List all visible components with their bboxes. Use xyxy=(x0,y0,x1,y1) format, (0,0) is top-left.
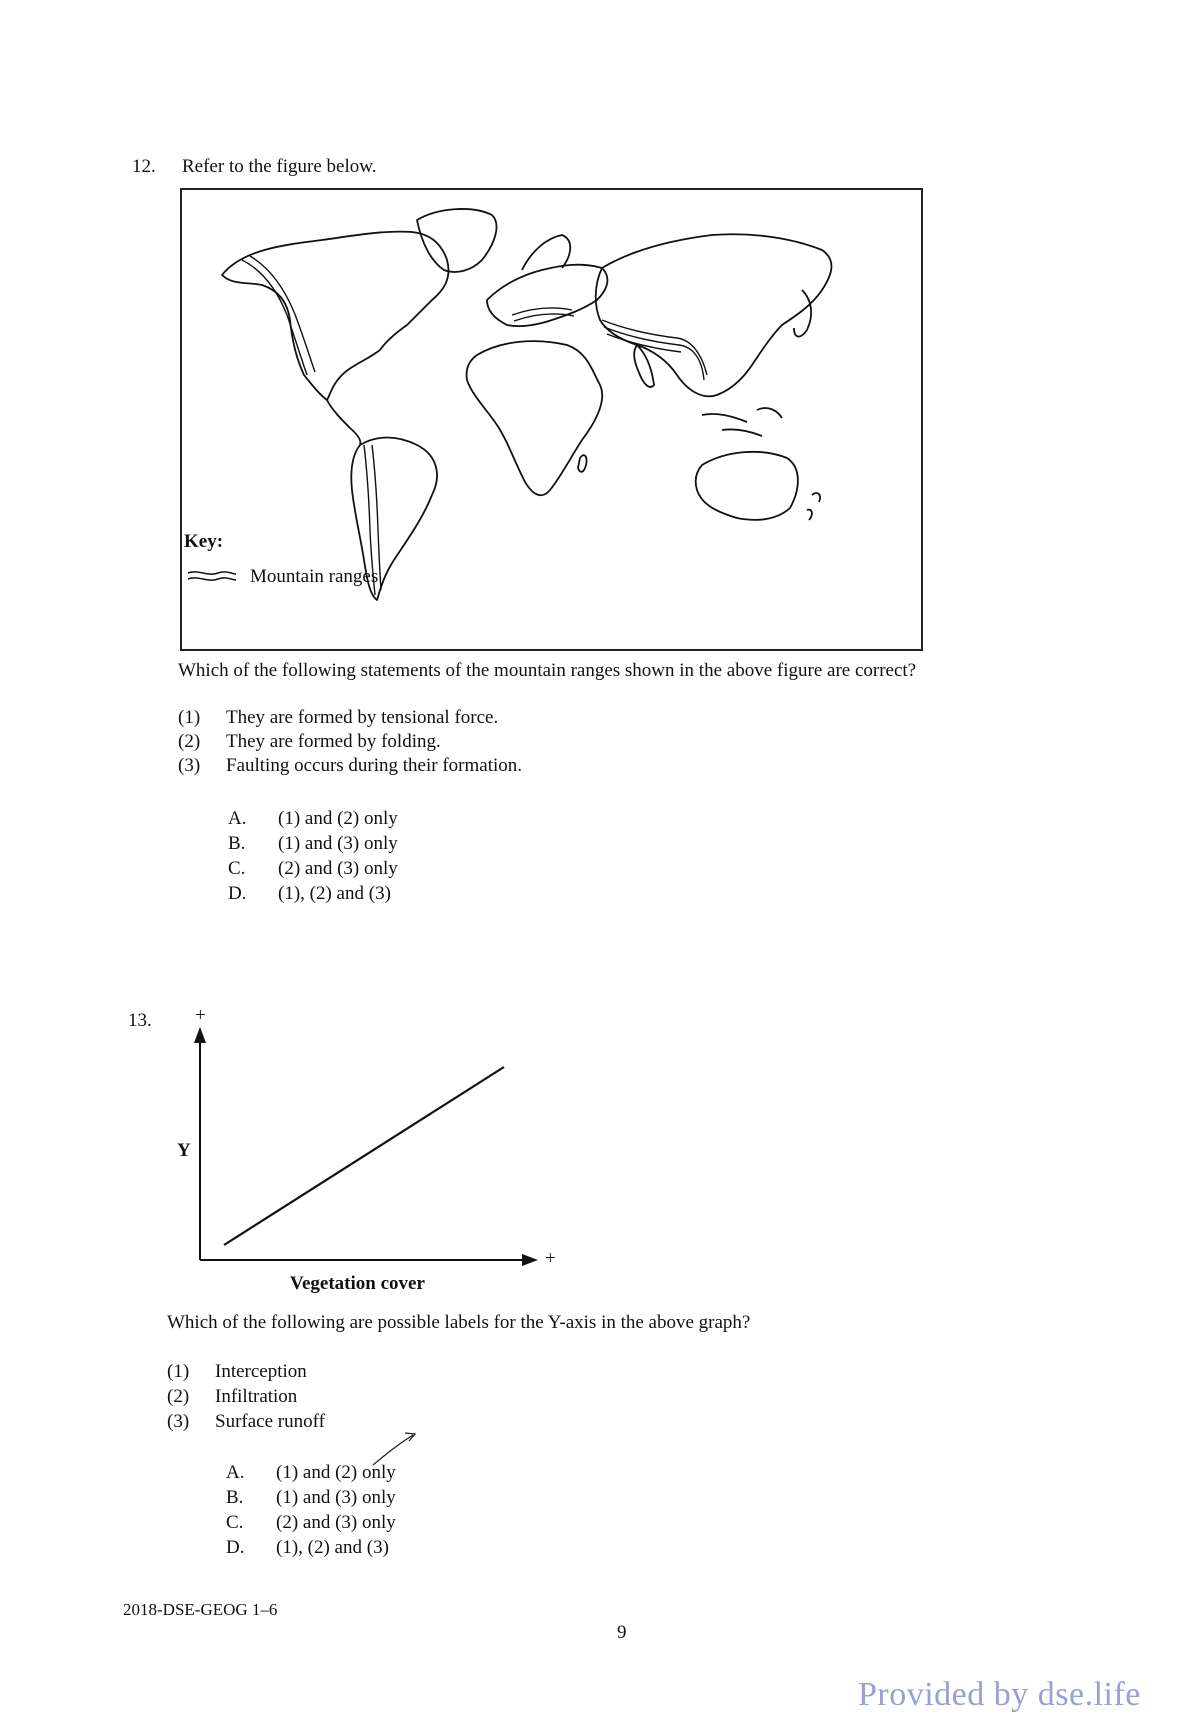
question-12-text: Which of the following statements of the mountain ranges shown in the above figure are correct? xyxy=(178,660,917,681)
world-map-figure xyxy=(180,188,923,651)
option-letter: B. xyxy=(226,1487,244,1508)
statement-item xyxy=(167,1386,325,1408)
question-12-statements xyxy=(178,707,522,777)
statement-number: (3) xyxy=(178,755,201,776)
statement-number: (2) xyxy=(178,731,201,752)
statement-item xyxy=(167,1411,325,1433)
option-text: (2) and (3) only xyxy=(276,1512,396,1533)
statement-item xyxy=(167,1361,325,1383)
new-zealand-outline xyxy=(807,493,820,520)
option-letter: C. xyxy=(228,858,246,879)
option-text: (1) and (3) only xyxy=(278,833,398,854)
statement-item xyxy=(178,755,522,777)
question-12-intro: Refer to the figure below. xyxy=(182,156,377,177)
statement-text: Faulting occurs during their formation. xyxy=(226,755,523,776)
southeast-asia-islands-outline xyxy=(702,408,782,436)
statement-number: (3) xyxy=(167,1411,190,1432)
statement-text: Surface runoff xyxy=(215,1411,325,1432)
statement-text: Infiltration xyxy=(215,1386,298,1407)
answer-option xyxy=(228,883,398,905)
question-13-number: 13. xyxy=(128,1010,152,1031)
alps-range-2 xyxy=(514,314,574,321)
paper-code: 2018-DSE-GEOG 1–6 xyxy=(123,1600,278,1619)
statement-item xyxy=(178,731,522,753)
page-number: 9 xyxy=(617,1622,627,1643)
question-13-statements xyxy=(167,1361,325,1433)
mountain-range-key-icon xyxy=(186,568,238,586)
answer-option xyxy=(226,1512,396,1534)
option-letter: A. xyxy=(228,808,247,829)
map-key-title: Key: xyxy=(184,531,224,552)
option-text: (1), (2) and (3) xyxy=(278,883,391,904)
madagascar-outline xyxy=(578,455,587,472)
watermark-link[interactable]: Provided by dse.life xyxy=(858,1676,1141,1713)
statement-item xyxy=(178,707,522,729)
scandinavia-outline xyxy=(522,235,570,270)
answer-option xyxy=(226,1537,396,1559)
y-axis-plus-label: + xyxy=(195,1005,206,1026)
asia-outline xyxy=(596,234,832,396)
option-letter: C. xyxy=(226,1512,244,1533)
trend-line xyxy=(224,1067,504,1245)
statement-text: Interception xyxy=(215,1361,307,1382)
answer-option xyxy=(228,833,398,855)
greenland-outline xyxy=(417,209,497,272)
option-letter: D. xyxy=(228,883,247,904)
option-letter: A. xyxy=(226,1462,245,1483)
question-13-text: Which of the following are possible labels for the Y-axis in the above graph? xyxy=(167,1312,751,1333)
y-axis-label: Y xyxy=(177,1140,191,1161)
europe-outline xyxy=(487,265,607,327)
question-12-options xyxy=(228,808,398,905)
x-axis-label: Vegetation cover xyxy=(290,1273,425,1294)
option-text: (1) and (2) only xyxy=(278,808,398,829)
question-13-options xyxy=(226,1462,396,1559)
option-text: (1) and (2) only xyxy=(276,1462,396,1483)
option-text: (1) and (3) only xyxy=(276,1487,396,1508)
answer-option xyxy=(226,1487,396,1509)
north-america-outline xyxy=(222,232,449,400)
australia-outline xyxy=(696,452,798,520)
question-12-number: 12. xyxy=(132,156,156,177)
statement-number: (2) xyxy=(167,1386,190,1407)
statement-text: They are formed by tensional force. xyxy=(226,707,499,728)
statement-text: They are formed by folding. xyxy=(226,731,441,752)
vegetation-graph xyxy=(160,1005,580,1275)
x-axis-arrowhead xyxy=(522,1254,538,1266)
option-letter: D. xyxy=(226,1537,245,1558)
y-axis-arrowhead xyxy=(194,1027,206,1043)
option-text: (2) and (3) only xyxy=(278,858,398,879)
answer-option xyxy=(228,808,398,830)
map-key-label: Mountain ranges xyxy=(250,566,379,587)
japan-outline xyxy=(794,290,811,337)
statement-number: (1) xyxy=(167,1361,190,1382)
central-america-outline xyxy=(327,400,360,445)
answer-option xyxy=(228,858,398,880)
graph-axes-and-line xyxy=(160,1005,580,1275)
pen-mark xyxy=(365,1425,425,1470)
option-letter: B. xyxy=(228,833,246,854)
x-axis-plus-label: + xyxy=(545,1248,556,1269)
option-text: (1), (2) and (3) xyxy=(276,1537,389,1558)
statement-number: (1) xyxy=(178,707,201,728)
